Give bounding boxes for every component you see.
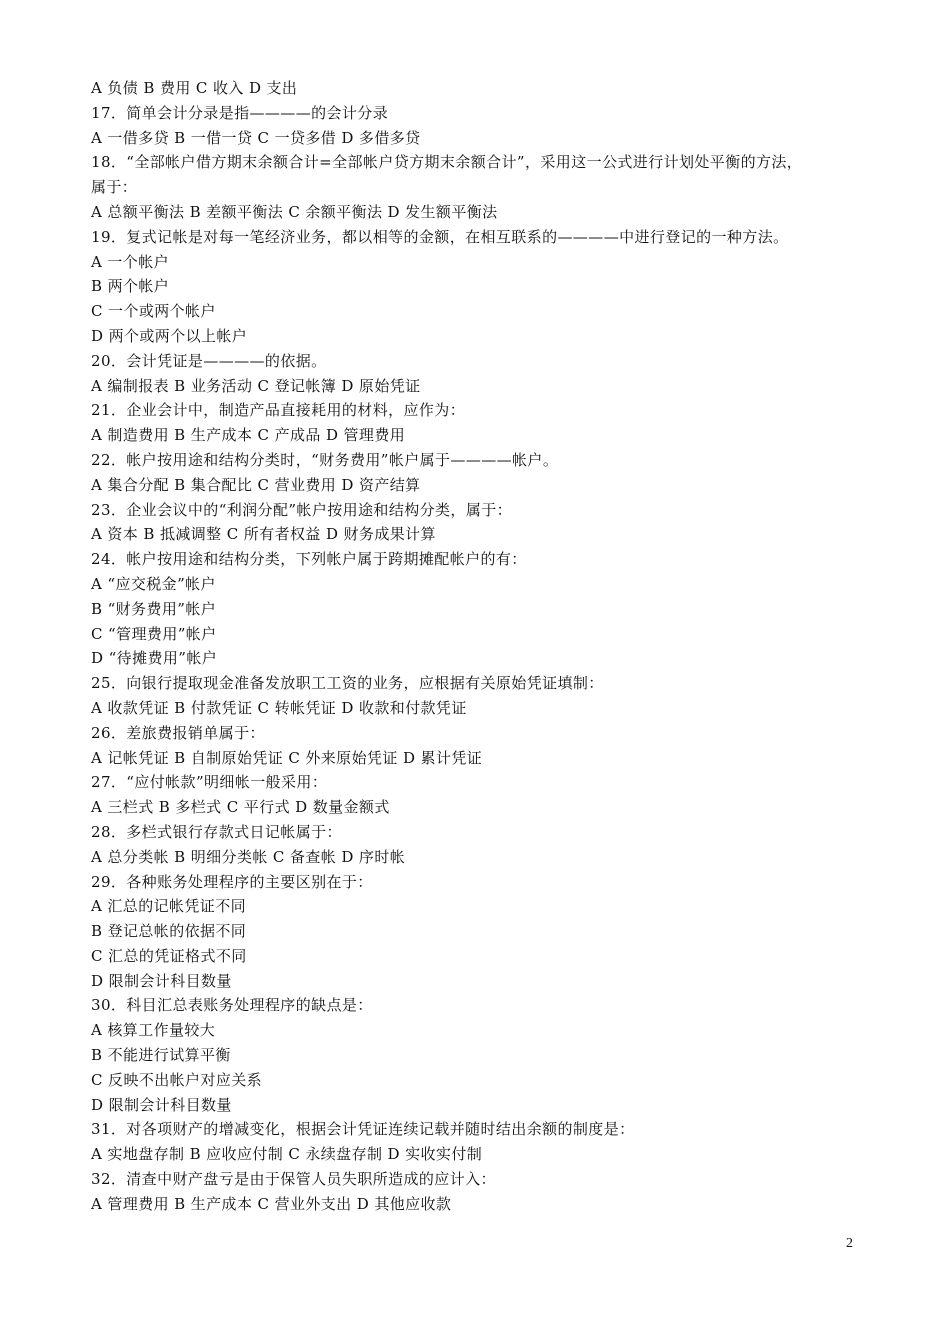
text-line: A 一个帐户 (91, 252, 170, 271)
text-line: 19．复式记帐是对每一笔经济业务，都以相等的金额，在相互联系的————中进行登记的一种方法。 (91, 227, 789, 246)
text-line: A 实地盘存制 B 应收应付制 C 永续盘存制 D 实收实付制 (91, 1145, 483, 1164)
text-line: C “管理费用”帐户 (91, 624, 217, 643)
text-line: 29．各种账务处理程序的主要区别在于： (91, 872, 373, 891)
text-line: B 登记总帐的依据不同 (91, 922, 247, 941)
text-line: A 记帐凭证 B 自制原始凭证 C 外来原始凭证 D 累计凭证 (91, 748, 483, 767)
text-line: A 核算工作量较大 (91, 1021, 216, 1040)
text-line: A 负债 B 费用 C 收入 D 支出 (91, 79, 298, 97)
text-line: A 总分类帐 B 明细分类帐 C 备查帐 D 序时帐 (91, 847, 406, 866)
text-line: B 不能进行试算平衡 (91, 1046, 231, 1065)
text-line: 20．会计凭证是————的依据。 (91, 351, 327, 370)
text-line: C 反映不出帐户对应关系 (91, 1070, 263, 1089)
text-line: 32．清查中财产盘亏是由于保管人员失职所造成的应计入： (91, 1170, 496, 1189)
text-line: A 三栏式 B 多栏式 C 平行式 D 数量金额式 (91, 798, 390, 817)
page-number: 2 (846, 1236, 853, 1251)
text-line: 17．简单会计分录是指————的会计分录 (91, 103, 389, 122)
text-line: D 限制会计科目数量 (91, 1095, 232, 1114)
text-line: A 一借多贷 B 一借一贷 C 一贷多借 D 多借多贷 (91, 128, 421, 147)
text-line: B “财务费用”帐户 (91, 599, 217, 618)
text-line: 28．多栏式银行存款式日记帐属于： (91, 822, 342, 841)
text-line: 30．科目汇总表账务处理程序的缺点是： (91, 996, 373, 1015)
text-line: C 汇总的凭证格式不同 (91, 946, 247, 965)
text-line: A 总额平衡法 B 差额平衡法 C 余额平衡法 D 发生额平衡法 (91, 202, 498, 221)
text-line: 23．企业会议中的“利润分配”帐户按用途和结构分类，属于： (91, 500, 513, 519)
text-line: A 制造费用 B 生产成本 C 产成品 D 管理费用 (91, 426, 406, 445)
text-line: A 管理费用 B 生产成本 C 营业外支出 D 其他应收款 (91, 1194, 452, 1213)
text-line: 18．“全部帐户借方期末余额合计=全部帐户贷方期末余额合计”，采用这一公式进行计划处平衡的方法， (91, 153, 803, 172)
text-line: D 限制会计科目数量 (91, 971, 232, 990)
text-line: A 资本 B 抵减调整 C 所有者权益 D 财务成果计算 (91, 525, 436, 544)
text-line: 25．向银行提取现金准备发放职工工资的业务，应根据有关原始凭证填制： (91, 674, 604, 693)
text-line: 22．帐户按用途和结构分类时，“财务费用”帐户属于————帐户。 (91, 450, 559, 469)
text-line: A “应交税金”帐户 (91, 574, 216, 593)
text-line: 24．帐户按用途和结构分类，下列帐户属于跨期摊配帐户的有： (91, 550, 527, 569)
text-line: A 编制报表 B 业务活动 C 登记帐簿 D 原始凭证 (91, 376, 421, 395)
text-line: 21．企业会计中，制造产品直接耗用的材料，应作为： (91, 401, 466, 420)
text-line: A 汇总的记帐凭证不同 (91, 897, 247, 916)
text-line: 31．对各项财产的增减变化，根据会计凭证连续记载并随时结出余额的制度是： (91, 1120, 635, 1139)
text-line: A 集合分配 B 集合配比 C 营业费用 D 资产结算 (91, 475, 421, 494)
text-line: D “待摊费用”帐户 (91, 649, 218, 668)
text-line: D 两个或两个以上帐户 (91, 326, 248, 345)
document-body (91, 76, 871, 1217)
text-line: 属于： (91, 178, 138, 197)
text-line: 26．差旅费报销单属于： (91, 723, 265, 742)
text-line: A 收款凭证 B 付款凭证 C 转帐凭证 D 收款和付款凭证 (91, 698, 467, 717)
text-line: C 一个或两个帐户 (91, 302, 216, 321)
text-line: 27．“应付帐款”明细帐一般采用： (91, 773, 328, 792)
text-line: B 两个帐户 (91, 277, 170, 296)
